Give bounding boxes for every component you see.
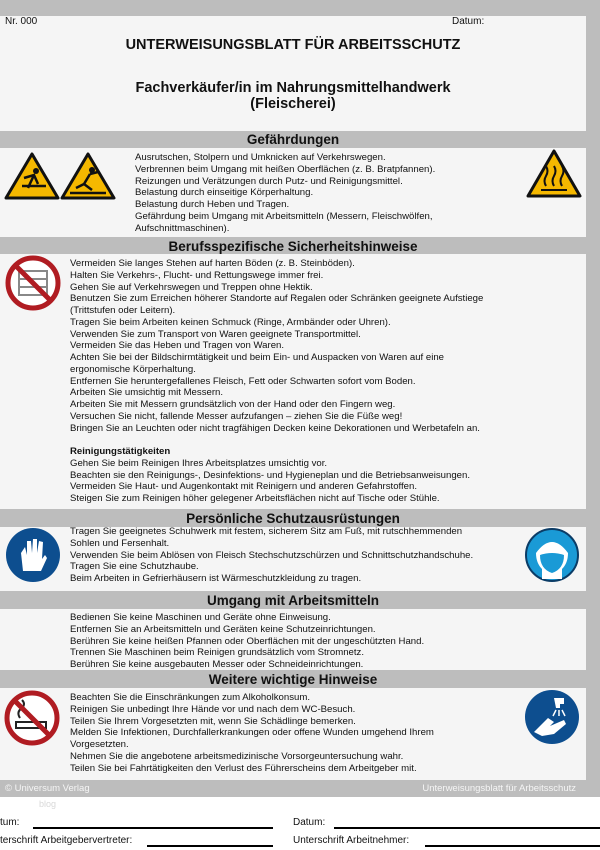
date-left-label: tum: (0, 817, 20, 828)
list-line: Gehen Sie auf Verkehrswegen und Treppen ohne Hektik. (70, 281, 313, 293)
list-line: Steigen Sie zum Reinigen höher gelegener Arbeitsflächen nicht auf Tische oder Stühle. (70, 493, 440, 504)
list-line: Beachten Sie die Einschränkungen zum Alkoholkonsum. (70, 692, 310, 703)
list-line: Verwenden Sie zum Transport von Waren geeignete Transportmittel. (70, 328, 361, 340)
list-line: Entfernen Sie heruntergefallenes Fleisch, Fett oder Schwarten sofort vom Boden. (70, 375, 416, 387)
subtitle-2: (Fleischerei) (250, 96, 336, 112)
list-line: Belastung durch Heben und Tragen. (135, 199, 290, 210)
list-line: Ausrutschen, Stolpern und Umknicken auf Verkehrswegen. (135, 152, 386, 163)
section-ppe (0, 527, 586, 591)
list-line: Halten Sie Verkehrs-, Flucht- und Rettungswege immer frei. (70, 269, 324, 281)
spacer (70, 434, 483, 446)
list-line: Versuchen Sie nicht, fallende Messer aufzufangen – ziehen Sie die Füße weg! (70, 410, 403, 422)
list-line: Tragen Sie eine Schutzhaube. (70, 561, 199, 573)
list-line: Tragen Sie beim Arbeiten keinen Schmuck (Ringe, Armbänder oder Uhren). (70, 316, 391, 328)
list-line: Berühren Sie keine ausgebauten Messer oder Schneideinrichtungen. (70, 659, 364, 670)
employee-signature-label: Unterschrift Arbeitnehmer: (293, 835, 410, 846)
trip-hazard-icon (4, 150, 116, 200)
section-further (0, 688, 586, 780)
list-line: Gehen Sie beim Reinigen Ihres Arbeitsplatzes umsichtig vor. (70, 457, 328, 469)
list-line: Gefährdung beim Umgang mit Arbeitsmitteln (Messern, Fleischwölfen, (135, 210, 433, 222)
footer-bar (0, 780, 586, 797)
ppe-list (70, 526, 473, 585)
no-stacking-icon (5, 255, 61, 311)
list-line: Melden Sie Infektionen, Durchfallerkrankungen oder offene Wunden umgehend Ihrem (70, 727, 434, 739)
no-smoking-icon (4, 690, 60, 746)
list-line: Entfernen Sie an Arbeitsmitteln und Geräten keine Schutzeinrichtungen. (70, 623, 376, 635)
hot-surface-icon (526, 148, 582, 198)
further-list (70, 692, 434, 774)
wear-gloves-icon (5, 527, 61, 583)
date-label: Datum: (452, 16, 485, 27)
section-header-equipment: Umgang mit Arbeitsmitteln (0, 592, 586, 609)
list-line: Vermeiden Sie langes Stehen auf harten Böden (z. B. Steinböden). (70, 258, 355, 269)
section-header-ppe: Persönliche Schutzausrüstungen (0, 510, 586, 527)
signature-area (0, 797, 600, 850)
list-line: Achten Sie bei der Bildschirmtätigkeit und beim Ein- und Auspacken von Waren auf eine (70, 352, 445, 363)
section-header-hazards: Gefährdungen (0, 131, 586, 148)
wash-hands-icon (524, 688, 580, 746)
list-line: Verwenden Sie beim Ablösen von Fleisch Stechschutzschürzen und Schnittschutzhandschuhe. (70, 549, 474, 561)
subtitle: Fachverkäufer/in im Nahrungsmittelhandwerk (135, 80, 451, 96)
subsection-title: Reinigungstätigkeiten (70, 446, 171, 457)
watermark: blog (39, 799, 57, 809)
list-line: ergonomische Körperhaltung. (70, 363, 196, 375)
list-line: Sohlen und Fersenhalt. (70, 537, 170, 549)
section-equipment (0, 609, 586, 670)
employer-signature-label: terschrift Arbeitgebervertreter: (0, 835, 133, 846)
list-line: (Trittstufen oder Leitern). (70, 305, 176, 316)
list-line: Verbrennen beim Umgang mit heißen Oberflächen (z. B. Bratpfannen). (135, 163, 436, 175)
date-left-line[interactable] (33, 827, 273, 829)
list-line: Arbeiten Sie umsichtig mit Messern. (70, 387, 224, 399)
list-line: Teilen Sie Ihrem Vorgesetzten mit, wenn Sie Schädlinge bemerken. (70, 715, 356, 727)
document-number: Nr. 000 (5, 16, 38, 27)
header-area (0, 16, 586, 131)
list-line: Reinigen Sie unbedingt Ihre Hände vor und nach dem WC-Besuch. (70, 703, 356, 715)
section-hazards (0, 148, 586, 237)
section-header-further: Weitere wichtige Hinweise (0, 671, 586, 688)
list-line: Aufschnittmaschinen). (135, 222, 230, 234)
list-line: Trennen Sie Maschinen beim Reinigen grundsätzlich vom Stromnetz. (70, 647, 364, 659)
list-line: Bringen Sie an Leuchten oder nicht tragfähigen Decken keine Dekorationen und Werbetafeln an. (70, 422, 480, 434)
list-line: Belastung durch einseitige Körperhaltung. (135, 187, 314, 199)
employer-signature-line[interactable] (147, 845, 273, 847)
list-line: Vermeiden Sie das Heben und Tragen von Waren. (70, 340, 285, 352)
list-line: Beim Arbeiten in Gefrierhäusern ist Wärmeschutzkleidung zu tragen. (70, 573, 362, 584)
date-right-line[interactable] (334, 827, 600, 829)
safety-list (70, 258, 483, 505)
list-line: Berühren Sie keine heißen Pfannen oder Oberflächen mit der ungeschützten Hand. (70, 635, 425, 647)
list-line: Bedienen Sie keine Maschinen und Geräte ohne Einweisung. (70, 612, 331, 623)
list-line: Tragen Sie geeignetes Schuhwerk mit festem, sicherem Sitz am Fuß, mit rutschhemmenden (70, 526, 463, 537)
hazards-list (135, 152, 435, 234)
list-line: Vorgesetzten. (70, 739, 129, 750)
section-safety (0, 254, 586, 509)
wear-hairnet-icon (524, 527, 580, 583)
equipment-list (70, 612, 424, 671)
list-line: Beachten sie den Reinigungs-, Desinfektions- und Hygieneplan und die Betriebsanweisungen. (70, 469, 471, 481)
list-line: Vermeiden Sie Haut- und Augenkontakt mit Reinigern und anderen Gefahrstoffen. (70, 481, 418, 493)
list-line: Nehmen Sie die angebotene arbeitsmedizinische Vorsorgeuntersuchung wahr. (70, 750, 404, 762)
section-header-safety: Berufsspezifische Sicherheitshinweise (0, 238, 586, 255)
list-line: Reizungen und Verätzungen durch Putz- und Reinigungsmittel. (135, 175, 403, 187)
page-title: UNTERWEISUNGSBLATT FÜR ARBEITSSCHUTZ (125, 37, 461, 53)
list-line: Arbeiten Sie mit Messern grundsätzlich von der Hand oder den Fingern weg. (70, 399, 396, 410)
employee-signature-line[interactable] (425, 845, 600, 847)
publisher: © Universum Verlag (5, 783, 90, 794)
list-line: Teilen Sie bei Fahrtätigkeiten den Verlust des Führerscheins dem Arbeitgeber mit. (70, 762, 417, 774)
date-right-label: Datum: (293, 817, 326, 828)
footer-title: Unterweisungsblatt für Arbeitsschutz (422, 783, 576, 794)
list-line: Benutzen Sie zum Erreichen höherer Standorte auf Regalen oder Schränken geeignete Aufstiege (70, 293, 484, 305)
